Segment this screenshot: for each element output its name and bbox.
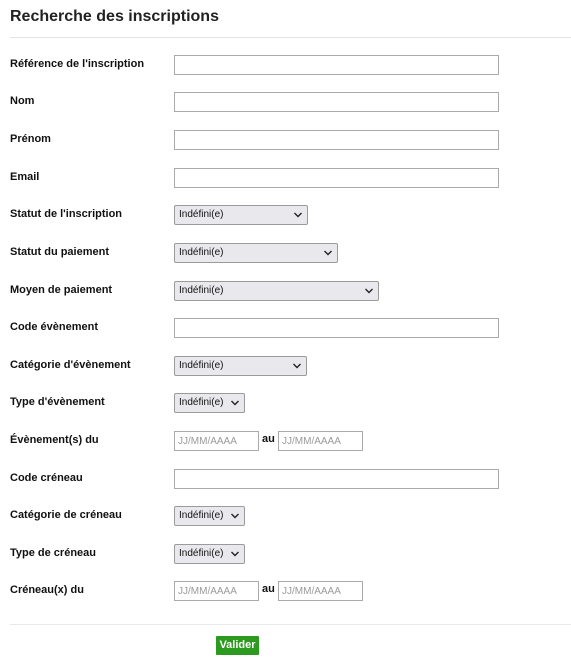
statut-inscription-label: Statut de l'inscription — [10, 208, 123, 220]
page-title: Recherche des inscriptions — [10, 8, 219, 25]
row-evenements-dates — [0, 431, 571, 453]
categorie-evenement-label: Catégorie d'évènement — [10, 359, 131, 371]
categorie-evenement-select[interactable] — [174, 356, 307, 376]
statut-paiement-select[interactable] — [174, 243, 338, 263]
nom-input[interactable] — [174, 92, 499, 112]
row-type-creneau — [0, 544, 571, 566]
date-placeholder: JJ/MM/AAAA — [282, 436, 341, 447]
type-creneau-value: Indéfini(e) — [179, 548, 224, 559]
moyen-paiement-value: Indéfini(e) — [179, 285, 224, 296]
date-placeholder: JJ/MM/AAAA — [282, 586, 341, 597]
row-email — [0, 168, 571, 190]
chevron-down-icon — [230, 398, 240, 408]
chevron-down-icon — [293, 210, 303, 220]
row-statut-inscription — [0, 205, 571, 227]
type-creneau-label: Type de créneau — [10, 547, 96, 559]
code-evenement-label: Code évènement — [10, 321, 99, 333]
evenements-date-to-input[interactable] — [278, 431, 363, 451]
valider-button[interactable]: Valider — [216, 636, 259, 655]
reference-label: Référence de l'inscription — [10, 58, 145, 70]
chevron-down-icon — [292, 361, 302, 371]
code-creneau-input[interactable] — [174, 469, 499, 489]
statut-inscription-value: Indéfini(e) — [179, 209, 224, 220]
statut-inscription-select[interactable] — [174, 205, 308, 225]
evenements-date-from-input[interactable] — [174, 431, 259, 451]
form-divider — [10, 624, 571, 625]
row-moyen-paiement — [0, 281, 571, 303]
row-creneaux-dates — [0, 581, 571, 603]
chevron-down-icon — [364, 286, 374, 296]
email-label: Email — [10, 171, 40, 183]
evenements-du-label: Évènement(s) du — [10, 434, 99, 446]
type-evenement-value: Indéfini(e) — [179, 397, 224, 408]
categorie-creneau-value: Indéfini(e) — [179, 510, 224, 521]
row-reference — [0, 55, 571, 77]
row-statut-paiement — [0, 243, 571, 265]
row-categorie-evenement — [0, 356, 571, 378]
row-type-evenement — [0, 393, 571, 415]
creneaux-du-label: Créneau(x) du — [10, 584, 84, 596]
type-evenement-select[interactable] — [174, 393, 245, 413]
date-placeholder: JJ/MM/AAAA — [178, 436, 237, 447]
statut-paiement-label: Statut du paiement — [10, 246, 110, 258]
row-code-creneau — [0, 469, 571, 491]
row-nom — [0, 92, 571, 114]
chevron-down-icon — [323, 248, 333, 258]
categorie-evenement-value: Indéfini(e) — [179, 360, 224, 371]
title-divider — [10, 37, 571, 38]
moyen-paiement-label: Moyen de paiement — [10, 284, 113, 296]
type-creneau-select[interactable] — [174, 544, 245, 564]
nom-label: Nom — [10, 95, 35, 107]
moyen-paiement-select[interactable] — [174, 281, 379, 301]
date-placeholder: JJ/MM/AAAA — [178, 586, 237, 597]
type-evenement-label: Type d'évènement — [10, 396, 105, 408]
prenom-input[interactable] — [174, 130, 499, 150]
categorie-creneau-select[interactable] — [174, 506, 245, 526]
row-code-evenement — [0, 318, 571, 340]
prenom-label: Prénom — [10, 133, 51, 145]
row-prenom — [0, 130, 571, 152]
creneaux-date-to-input[interactable] — [278, 581, 363, 601]
code-evenement-input[interactable] — [174, 318, 499, 338]
categorie-creneau-label: Catégorie de créneau — [10, 509, 122, 521]
creneaux-au-label: au — [262, 583, 275, 595]
creneaux-date-from-input[interactable] — [174, 581, 259, 601]
row-categorie-creneau — [0, 506, 571, 528]
chevron-down-icon — [230, 511, 240, 521]
email-input[interactable] — [174, 168, 499, 188]
reference-input[interactable] — [174, 55, 499, 75]
evenements-au-label: au — [262, 433, 275, 445]
code-creneau-label: Code créneau — [10, 472, 83, 484]
statut-paiement-value: Indéfini(e) — [179, 247, 224, 258]
chevron-down-icon — [230, 549, 240, 559]
